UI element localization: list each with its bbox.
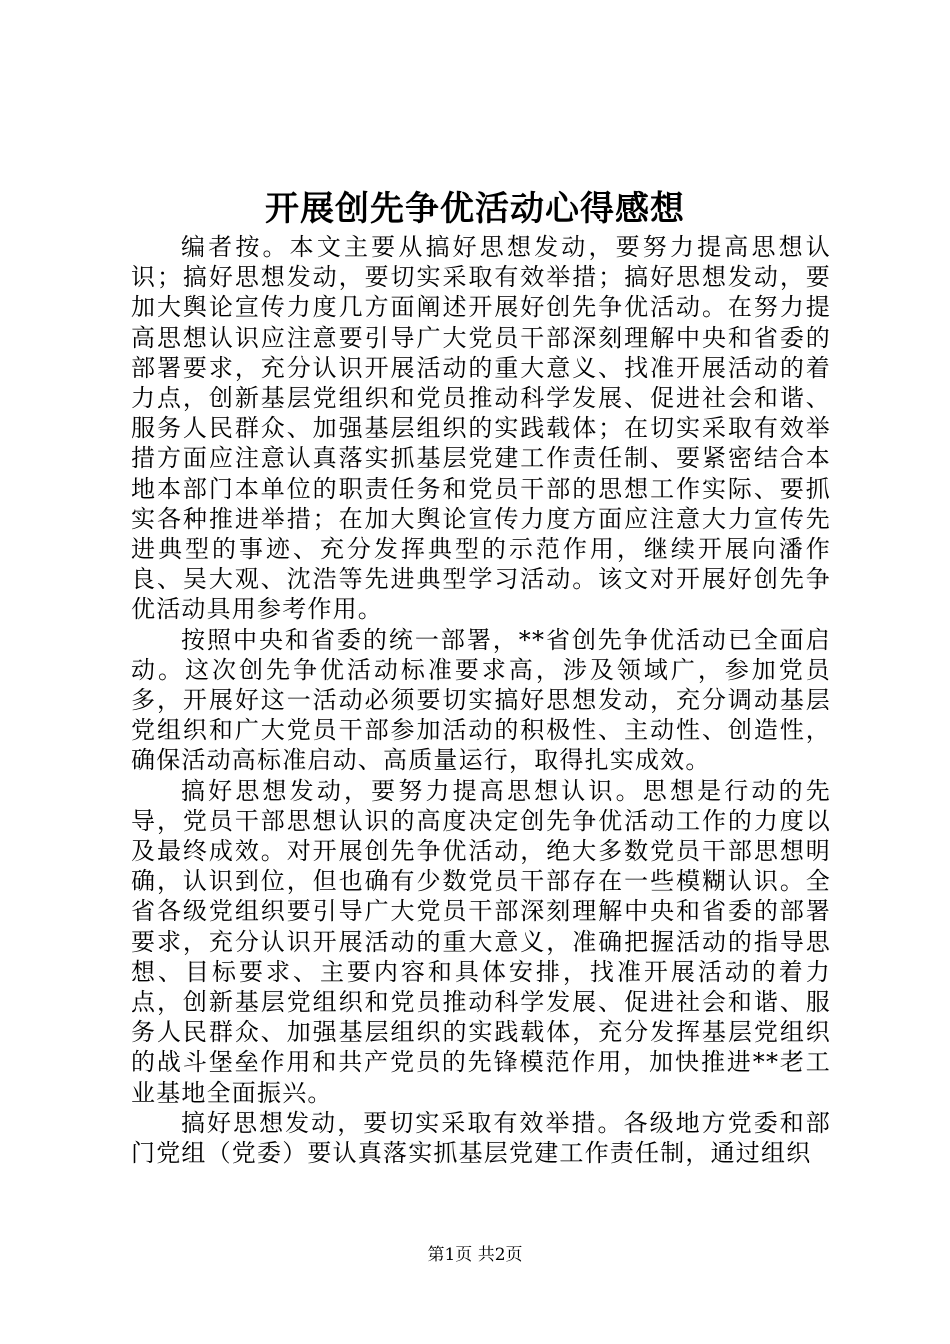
body-paragraph: 搞好思想发动，要努力提高思想认识。思想是行动的先导，党员干部思想认识的高度决定创先争优活动工作的力度以及最终成效。对开展创先争优活动，绝大多数党员干部思想明确，认识到位，但也确有少数党员干部存在一些模糊认识。全省各级党组织要引导广大党员干部深刻理解中央和省委的部署要求，充分认识开展活动的重大意义，准确把握活动的指导思想、目标要求、主要内容和具体安排，找准开展活动的着力点，创新基层党组织和党员推动科学发展、促进社会和谐、服务人民群众、加强基层组织的实践载体，充分发挥基层党组织的战斗堡垒作用和共产党员的先锋模范作用，加快推进**老工业基地全面振兴。 xyxy=(131,776,831,1107)
document-title: 开展创先争优活动心得感想 xyxy=(265,189,685,229)
document-body xyxy=(131,232,831,1168)
body-paragraph: 搞好思想发动，要切实采取有效举措。各级地方党委和部门党组（党委）要认真落实抓基层党建工作责任制，通过组织 xyxy=(131,1108,831,1168)
body-paragraph: 按照中央和省委的统一部署，**省创先争优活动已全面启动。这次创先争优活动标准要求高，涉及领域广，参加党员多，开展好这一活动必须要切实搞好思想发动，充分调动基层党组织和广大党员干部参加活动的积极性、主动性、创造性，确保活动高标准启动、高质量运行，取得扎实成效。 xyxy=(131,625,831,775)
editor-note-paragraph: 编者按。本文主要从搞好思想发动，要努力提高思想认识；搞好思想发动，要切实采取有效举措；搞好思想发动，要加大舆论宣传力度几方面阐述开展好创先争优活动。在努力提高思想认识应注意要引导广大党员干部深刻理解中央和省委的部署要求，充分认识开展活动的重大意义、找准开展活动的着力点，创新基层党组织和党员推动科学发展、促进社会和谐、服务人民群众、加强基层组织的实践载体；在切实采取有效举措方面应注意认真落实抓基层党建工作责任制、要紧密结合本地本部门本单位的职责任务和党员干部的思想工作实际、要抓实各种推进举措；在加大舆论宣传力度方面应注意大力宣传先进典型的事迹、充分发挥典型的示范作用，继续开展向潘作良、吴大观、沈浩等先进典型学习活动。该文对开展好创先争优活动具用参考作用。 xyxy=(131,233,831,624)
page-number-footer: 第1页 共2页 xyxy=(427,1245,523,1265)
